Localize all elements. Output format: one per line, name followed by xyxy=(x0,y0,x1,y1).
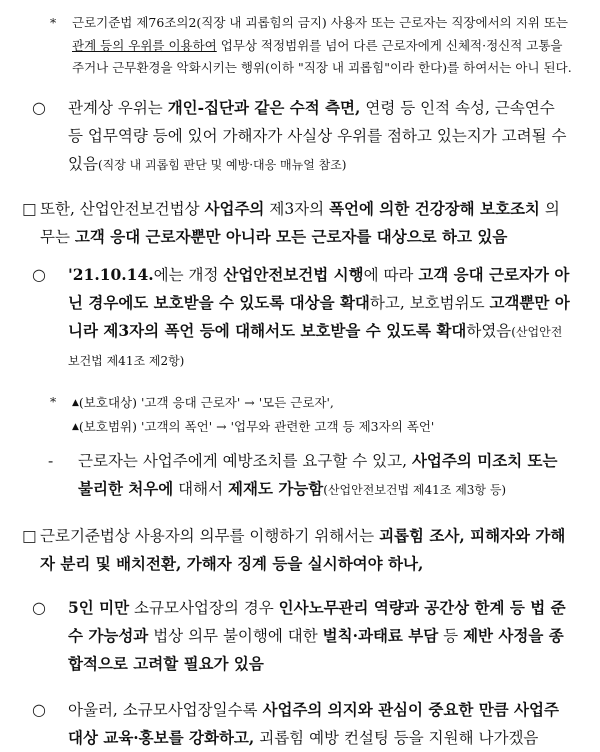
circle-bullet-icon: ○ xyxy=(32,699,46,719)
circle-bullet-icon: ○ xyxy=(32,597,46,617)
triangle-icon: ▲ xyxy=(72,397,79,408)
note-line-target: ▲(보호대상) '고객 응대 근로자' → '모든 근로자', xyxy=(72,394,334,410)
reference-note: (산업안전보건법 제41조 제3항 등) xyxy=(323,482,507,497)
para-relational-superiority: ○ 관계상 우위는 개인-집단과 같은 수적 측면, 연령 등 인적 속성, 근속연수 등 업무역량 등에 있어 가해자가 사실상 우위를 점하고 있는지가 고려될 수 있음(직장 내 괴롭힘 판단 및 예방·대응 매뉴얼 참조) xyxy=(32,94,572,179)
note-scope-change xyxy=(42,391,572,439)
para-education-support: ○ 아울러, 소규모사업장일수록 사업주의 의지와 관심이 중요한 만큼 사업주 대상 교육·홍보를 강화하고, 괴롭힘 예방 컨설팅 등을 지원해 나가겠음 xyxy=(32,696,572,752)
para-small-business: ○ 5인 미만 소규모사업장의 경우 인사노무관리 역량과 공간상 한계 등 법 준수 가능성과 법상 의무 불이행에 대한 벌칙·과태료 부담 등 제반 사정을 종합적으로 고려할 필요가 있음 xyxy=(32,594,572,678)
para-amendment-2021: ○ '21.10.14.에는 개정 산업안전보건법 시행에 따라 고객 응대 근로자가 아닌 경우에도 보호받을 수 있도록 대상을 확대하고, 보호범위도 고객뿐만 아니라 제3자의 폭언 등에 대해서도 보호받을 수 있도록 확대하였음(산업안전보건법 제41조 제2항) xyxy=(32,261,572,375)
note-line-scope: ▲(보호범위) '고객의 폭언' → '업무와 관련한 고객 등 제3자의 폭언' xyxy=(72,418,435,434)
underlined-phrase: 관계 등의 우위를 이용하여 xyxy=(72,37,217,53)
reference-note: (산업안전보건법 제41조 제2항) xyxy=(68,324,563,368)
para-employer-duties: □ 근로기준법상 사용자의 의무를 이행하기 위해서는 괴롭힘 조사, 피해자와 가해자 분리 및 배치전환, 가해자 징계 등을 실시하여야 하나, xyxy=(22,522,572,578)
para-occupational-safety-act: □ 또한, 산업안전보건법상 사업주의 제3자의 폭언에 의한 건강장해 보호조치 의무는 고객 응대 근로자뿐만 아니라 모든 근로자를 대상으로 하고 있음 xyxy=(22,195,572,251)
note-labor-standards-act: * 근로기준법 제76조의2(직장 내 괴롭힘의 금지) 사용자 또는 근로자는 직장에서의 지위 또는 관계 등의 우위를 이용하여 업무상 적정범위를 넘어 다른 근로자에게 신체적·정신적 고통을 주거나 근무환경을 악화시키는 행위(이하 "직장 내 괴롭힘"이라 한다)를 하여서는 아니 된다. xyxy=(42,12,572,80)
circle-bullet-icon: ○ xyxy=(32,264,46,284)
para-worker-rights: - 근로자는 사업주에게 예방조치를 요구할 수 있고, 사업주의 미조치 또는 불리한 처우에 대해서 제재도 가능함(산업안전보건법 제41조 제3항 등) xyxy=(48,447,572,504)
circle-bullet-icon: ○ xyxy=(32,97,46,117)
square-bullet-icon: □ xyxy=(22,199,37,218)
square-bullet-icon: □ xyxy=(22,526,37,545)
triangle-icon: ▲ xyxy=(72,421,79,432)
dash-marker: - xyxy=(48,451,54,470)
asterisk-marker: * xyxy=(50,393,57,409)
asterisk-marker: * xyxy=(50,15,57,30)
reference-note: (직장 내 괴롭힘 판단 및 예방·대응 매뉴얼 참조) xyxy=(97,157,347,172)
